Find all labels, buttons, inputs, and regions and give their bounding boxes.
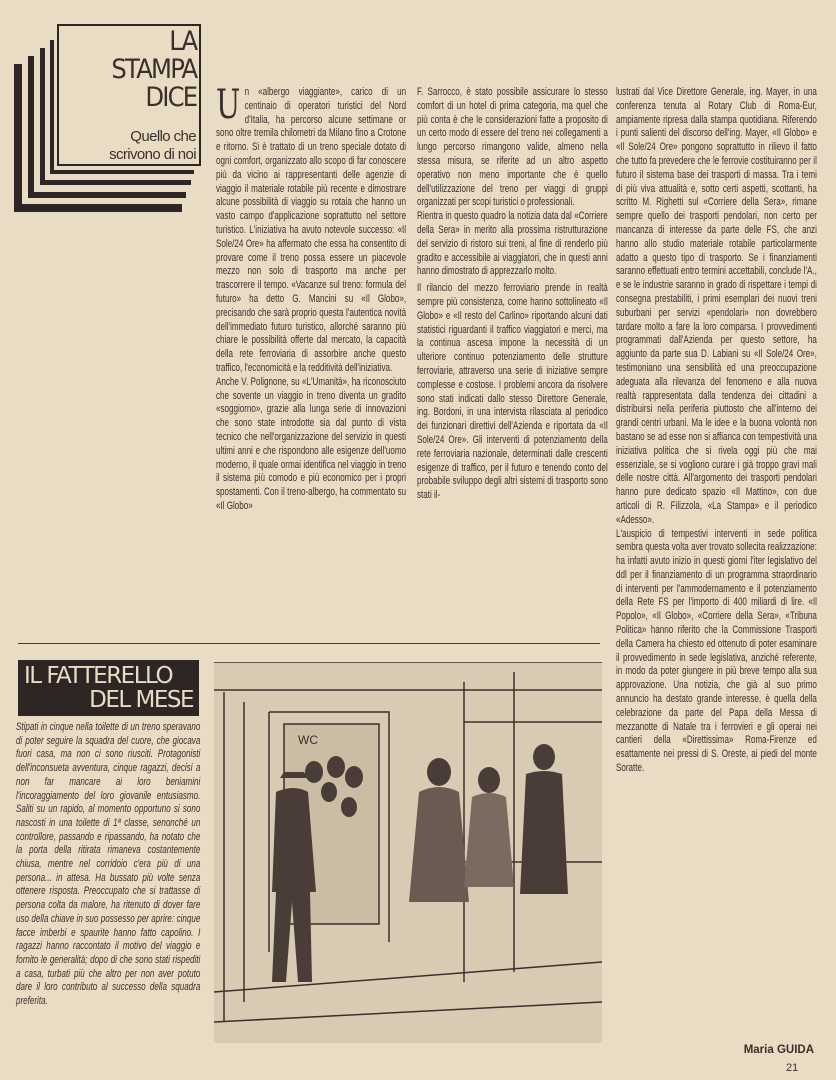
man-head [533, 744, 555, 770]
page-number: 21 [786, 1062, 799, 1074]
logo-subtitle-line: scrivono di noi [109, 146, 196, 163]
article-paragraph: F. Sarrocco, è stato possibile assicurare lo stesso comfort di un hotel di prima categoria, ma quel che più conta è che le considerazioni fatte a proposito di un certo modo di essere del treno nei collegamenti a lungo percorso rimangono valide, almeno nella stessa misura, se riferite ad un altro aspetto operativo non meno importante che è quello dell'utilizzazione del treno per viaggi di gruppi organizzati per scopi turistici o professionali. [417, 86, 608, 209]
article-paragraph: L'auspicio di tempestivi interventi in sede politica sembra questa volta aver trovato sollecita realizzazione: ha infatti avuto inizio in questi giorni l'iter legislativo del ddl per il finanziamento di un programma straordinario di interventi per l'ammodernamento e il potenziamento della Rete FS per l'importo di 400 miliardi di lire. «Il Popolo», «Il Globo», «Corriere della Sera», «Tribuna Politica» hanno riferito che la Commissione Trasporti della Camera ha chiesto ed ottenuto di poter esaminare il provvedimento in sede legislativa, anziché referente, in modo da poter giungere in più breve tempo alla sua approvazione. Una notizia, che già al suo primo annuncio ha destato grande interesse, è quella della celebrazione da parte del Papa della Messa di mezzanotte di Natale tra i ferrovieri e gli operai nei cantieri della «Direttissima» Roma-Firenze ed esattamente nei pressi di S. Oreste, ai piedi del monte Soratte. [616, 527, 817, 775]
woman-head [427, 758, 451, 786]
article-paragraph [216, 82, 407, 376]
boy-head [305, 761, 323, 783]
logo-title-line: STAMPA [111, 54, 196, 85]
boy-head [345, 766, 363, 788]
article-column-3 [616, 86, 817, 776]
drop-cap: U [216, 82, 241, 128]
logo-title [111, 28, 196, 112]
author-signature: Maria GUIDA [743, 1044, 814, 1056]
conductor-cap [280, 772, 308, 778]
man-body [520, 771, 568, 894]
article-column-2 [417, 86, 608, 503]
train-toilette-illustration [214, 662, 602, 1043]
woman-body [464, 793, 514, 887]
boy-head [327, 756, 345, 778]
heading-line: DEL MESE [89, 687, 193, 713]
boy-head [321, 782, 337, 802]
article-paragraph: lustrati dal Vice Direttore Generale, ing. Mayer, in una conferenza tenuta al Rotary Club di Roma-Eur, ampiamente ripresa dalla stampa quotidiana. Riferendo i punti salienti del discorso dell'ing. Mayer, «Il Globo» e «Il Sole/24 Ore» pongono soprattutto in rilievo il fatto che tutto fa prevedere che le ferrovie costituiranno per il futuro il sistema base dei trasporti di massa. Tra i temi di più viva attualità e, sotto certi aspetti, scottanti, ha scritto M. Righetti sul «Corriere della Sera», rimane sempre quello dei trasporti pendolari, non certo per mancanza di interesse da parte delle FS, che anzi hanno allo studio materiale rotabile particolarmente adatto a questo tipo di trasporto. Se i finanziamenti saranno effettuati entro termini accettabili, conclude l'A., e se le industrie saranno in grado di rispettare i tempi di consegna prestabiliti, i primi esemplari dei nuovi treni suburbani per servizi «pendolari» non dovrebbero tardare molto a fare la loro comparsa. I provvedimenti programmati dall'Azienda per questo settore, ha aggiunto da parte sua D. Labiani su «Il Sole/24 Ore», testimoniano una sensibilità ed una preoccupazione adeguata alla rilevanza del fenomeno e alla nuova realtà rappresentata dalla tendenza dei cittadini a distribuirsi nella periferia piuttosto che all'interno dei grandi centri urbani. Ma le idee e la buona volontà non bastano se ad esse non si affianca con tempestività una iniziativa politica che si rivela oggi più che mai essenziale, se si vogliono curare i già troppo gravi mali delle nostre città. All'argomento dei trasporti pendolari hanno pure dedicato spazio «Il Mattino», con due articoli di R. Filizzola, «La Stampa» e il periodico «Adesso». [616, 86, 817, 526]
article-paragraph: Anche V. Polignone, su «L'Umanità», ha riconosciuto che sovente un viaggio in treno diventa un gradito «soggiorno», grazie alla lunga serie di innovazioni che sono state introdotte sia dal punto di vista tecnico che nell'organizzazione del servizio in questi ultimi anni e che rispondono alle esigenze dell'uomo moderno, il quale ormai identifica nel viaggio in treno il sistema più comodo e più economico per i propri spostamenti. Con il treno-albergo, ha commentato su «Il Globo» [216, 375, 407, 512]
paragraph-text: n «albergo viaggiante», carico di un centinaio di operatori turistici del Nord d'Italia, ha percorso alcune settimane or sono oltre tremila chilometri da Milano fino a Crotone e ritorno. Si è trattato di un treno speciale dotato di ogni comfort, organizzato allo scopo di far conoscere più da vicino ai rappresentanti delle agenzie di viaggio il materiale rotabile più recente e dimostrare alcune possibilità di viaggio su rotaia che hanno un vasto campo d'applicazione soprattutto nel settore turistico. L'iniziativa ha avuto notevole successo: «Il Sole/24 Ore» ha affermato che essa ha consentito di provare come il treno possa essere un piacevole mezzo non solo di trasporto ma anche per trascorrere il tempo. «Vacanze sul treno: formula del futuro» ha detto G. Mancini su «Il Globo», precisando che sarà proprio questa l'autentica novità dell'immediato futuro turistico, allorché saranno più chiare le possibilità offerte dal mercato, la capacità della rete ferroviaria di assorbire anche questo traffico, l'economicità e la redditività dell'iniziativa. [216, 86, 407, 374]
la-stampa-dice-logo [14, 22, 204, 212]
fatterello-text: Stipati in cinque nella toilette di un treno speravano di poter seguire la squadra del cuore, che giocava fuori casa, ma non ci sono riusciti. Protagonisti dell'inconsueta avventura, cinque ragazzi, decisi a non far mancare ai loro beniamini l'incoraggiamento del loro giovanile entusiasmo. Saliti su un rapido, al momento opportuno si sono nascosti in una toilette di 1ª classe, senonché un controllore, passando e ripassando, ha notato che la porta della ritirata rimaneva costantemente chiusa, mentre nel corridoio c'era più di una persona... in attesa. Ha bussato più volte senza ottenere risposta. Preoccupato che si trattasse di persona colta da malore, ha ritenuto di dover fare uso della chiave in suo possesso per aprire: cinque facce imberbi e spaurite hanno fatto capolino. I ragazzi hanno raccontato il motivo del viaggio e fornito le generalità; dopo di che sono stati rispediti a casa, turbati più che altro per non aver potuto dare il loro contributo al successo della squadra preferita. [16, 721, 201, 1008]
boy-head [341, 797, 357, 817]
woman-body [409, 787, 469, 902]
door-sign: WC [298, 733, 318, 747]
logo-title-line: LA [168, 26, 196, 57]
article-column-1 [216, 82, 407, 514]
logo-subtitle-line: Quello che [130, 128, 196, 145]
fatterello-heading [18, 660, 199, 716]
article-paragraph: Rientra in questo quadro la notizia data dal «Corriere della Sera» in merito alla prossima ristrutturazione del servizio di ristoro sui treni, al fine di renderlo più gradito e accessibile ai viaggiatori, che in questi anni hanno dimostrato di apprezzarlo molto. [417, 210, 608, 278]
heading-line: IL FATTERELLO [24, 663, 173, 689]
logo-title-line: DICE [144, 82, 196, 113]
article-paragraph: Il rilancio del mezzo ferroviario prende in realtà sempre più consistenza, come hanno sottolineato «Il Globo» e «Il resto del Carlino» riportando alcuni dati statistici riguardanti il traffico viaggiatori e merci, ma la continua ascesa impone la necessità di un ulteriore continuo potenziamento delle strutture ferroviarie, attraverso una serie di iniziative sempre complesse e costose. I problemi ancora da risolvere sono stati indicati dallo stesso Direttore Generale, ing. Bordoni, in una intervista rilasciata al periodico dei funzionari direttivi dell'Azienda e riportata da «Il Sole/24 Ore». Gli interventi di potenziamento della rete ferroviaria nazionale, determinati dalle crescenti esigenze di traffico, per il futuro e tenendo conto del probabile sviluppo degli altri sistemi di trasporto sono stati il- [417, 282, 608, 502]
woman-head [478, 767, 500, 793]
logo-subtitle [109, 128, 196, 164]
section-divider [18, 643, 600, 644]
